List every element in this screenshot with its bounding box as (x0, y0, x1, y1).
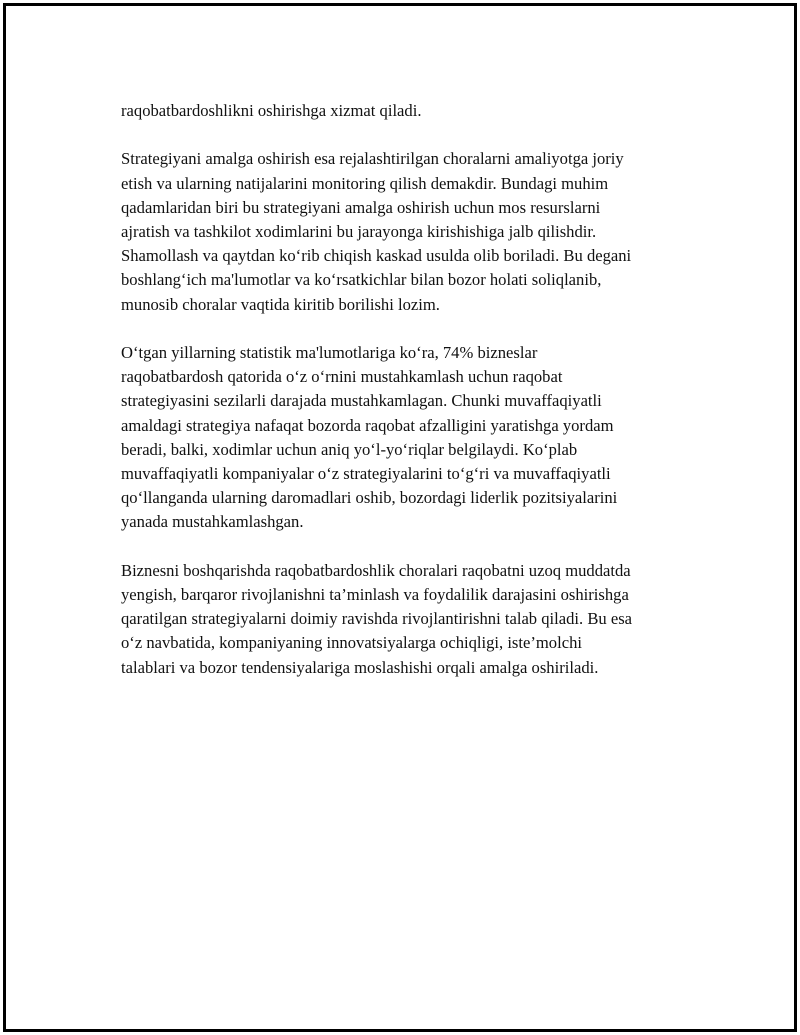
text-line: munosib choralar vaqtida kiritib borilishi lozim. (121, 294, 440, 314)
text-line: strategiyasini sezilarli darajada mustahkamlagan. Chunki muvaffaqiyatli (121, 391, 602, 411)
text-line: raqobatbardoshlikni oshirishga xizmat qiladi. (121, 101, 422, 120)
text-line: qadamlaridan biri bu strategiyani amalga oshirish uchun mos resurslarni (121, 197, 601, 217)
paragraph-1 (121, 99, 701, 123)
text-line: raqobatbardosh qatorida oʻz oʻrnini mustahkamlash uchun raqobat (121, 367, 563, 387)
text-line: qoʻllanganda ularning daromadlari oshib, bozordagi liderlik pozitsiyalarini (121, 488, 618, 508)
paragraph-4 (121, 559, 701, 680)
page-frame (3, 3, 797, 1032)
text-line: Strategiyani amalga oshirish esa rejalashtirilgan choralarni amaliyotga joriy (121, 149, 624, 169)
text-line: boshlangʻich ma'lumotlar va koʻrsatkichlar bilan bozor holati soliqlanib, (121, 270, 602, 290)
text-line: yengish, barqaror rivojlanishni ta’minlash va foydalilik darajasini oshirishga (121, 585, 629, 605)
text-line: oʻz navbatida, kompaniyaning innovatsiyalarga ochiqligi, iste’molchi (121, 633, 582, 653)
text-line: yanada mustahkamlashgan. (121, 512, 304, 532)
text-line: muvaffaqiyatli kompaniyalar oʻz strategiyalarini toʻgʻri va muvaffaqiyatli (121, 464, 611, 484)
text-line: amaldagi strategiya nafaqat bozorda raqobat afzalligini yaratishga yordam (121, 415, 614, 435)
text-line: Biznesni boshqarishda raqobatbardoshlik choralari raqobatni uzoq muddatda (121, 560, 631, 580)
text-line: talablari va bozor tendensiyalariga moslashishi orqali amalga oshiriladi. (121, 657, 599, 677)
text-line: beradi, balki, xodimlar uchun aniq yoʻl-yoʻriqlar belgilaydi. Koʻplab (121, 439, 578, 459)
paragraph-2 (121, 147, 701, 316)
text-line: qaratilgan strategiyalarni doimiy ravishda rivojlantirishni talab qiladi. Bu esa (121, 609, 633, 629)
text-line: Oʻtgan yillarning statistik ma'lumotlariga koʻra, 74% bizneslar (121, 343, 538, 362)
text-line: etish va ularning natijalarini monitoring qilish demakdir. Bundagi muhim (121, 173, 609, 193)
page-content (121, 99, 701, 704)
paragraph-3 (121, 341, 701, 535)
text-line: Shamollash va qaytdan koʻrib chiqish kaskad usulda olib boriladi. Bu degani (121, 246, 632, 266)
text-line: ajratish va tashkilot xodimlarini bu jarayonga kirishishiga jalb qilishdir. (121, 222, 597, 241)
